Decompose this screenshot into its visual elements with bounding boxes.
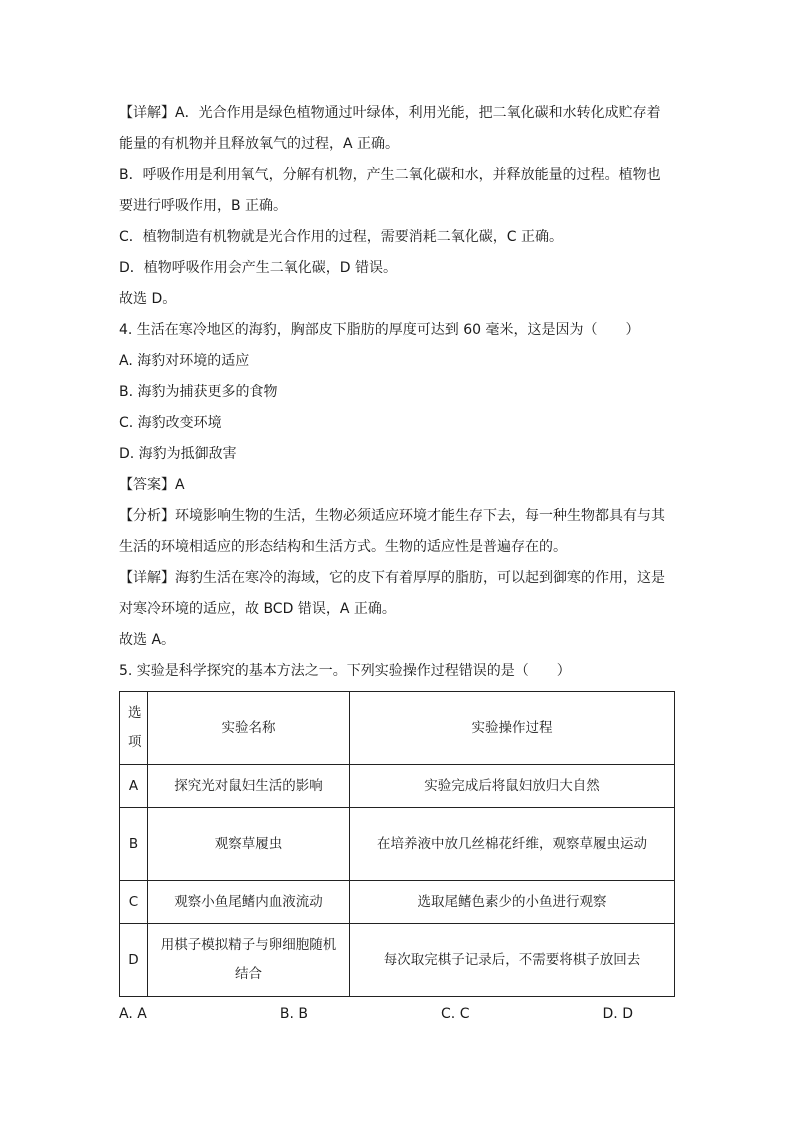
table-cell-option: A <box>120 765 148 808</box>
table-cell-option: D <box>120 924 148 997</box>
q5-choices <box>119 999 633 1029</box>
q4-detail-2: 对寒冷环境的适应，故 BCD 错误，A 正确。 <box>119 601 396 617</box>
q5-choice-d: D. D <box>602 1006 633 1022</box>
detail-line-1: 【详解】A．光合作用是绿色植物通过叶绿体，利用光能，把二氧化碳和水转化成贮存着 <box>119 105 661 121</box>
document-content <box>119 98 679 1029</box>
q4-option-d: D. 海豹为抵御敌害 <box>119 446 237 462</box>
table-header-name: 实验名称 <box>148 692 350 765</box>
detail-line-3: B．呼吸作用是利用氧气，分解有机物，产生二氧化碳和水，并释放能量的过程。植物也 <box>119 167 661 183</box>
q4-option-c: C. 海豹改变环境 <box>119 415 222 431</box>
table-header-process: 实验操作过程 <box>350 692 675 765</box>
q4-stem: 4. 生活在寒冷地区的海豹，胸部皮下脂肪的厚度可达到 60 毫米，这是因为（ ） <box>119 322 640 338</box>
table-cell-name: 探究光对鼠妇生活的影响 <box>148 765 350 808</box>
detail-line-5: C．植物制造有机物就是光合作用的过程，需要消耗二氧化碳，C 正确。 <box>119 229 563 245</box>
q4-option-b: B. 海豹为捕获更多的食物 <box>119 384 278 400</box>
q4-analysis-1: 【分析】环境影响生物的生活，生物必须适应环境才能生存下去，每一种生物都具有与其 <box>119 508 665 524</box>
table-cell-name: 用棋子模拟精子与卵细胞随机结合 <box>148 924 350 997</box>
q4-analysis-2: 生活的环境相适应的形态结构和生活方式。生物的适应性是普遍存在的。 <box>119 539 567 555</box>
experiment-table <box>119 691 675 997</box>
q5-stem: 5. 实验是科学探究的基本方法之一。下列实验操作过程错误的是（ ） <box>119 663 571 679</box>
table-header-row <box>120 692 675 765</box>
q4-detail-1: 【详解】海豹生活在寒冷的海域，它的皮下有着厚厚的脂肪，可以起到御寒的作用，这是 <box>119 570 665 586</box>
table-cell-name: 观察小鱼尾鳍内血液流动 <box>148 881 350 924</box>
conclusion-q3: 故选 D。 <box>119 291 177 307</box>
q5-choice-c: C. C <box>441 1006 470 1022</box>
table-cell-process: 在培养液中放几丝棉花纤维，观察草履虫运动 <box>350 808 675 881</box>
table-row <box>120 924 675 997</box>
q4-conclusion: 故选 A。 <box>119 632 176 648</box>
table-row <box>120 808 675 881</box>
q5-choice-a: A. A <box>119 1006 147 1022</box>
q5-choice-b: B. B <box>279 1006 308 1022</box>
table-header-option: 选项 <box>120 692 148 765</box>
detail-line-6: D．植物呼吸作用会产生二氧化碳，D 错误。 <box>119 260 398 276</box>
q4-option-a: A. 海豹对环境的适应 <box>119 353 250 369</box>
q4-answer: 【答案】A <box>119 477 185 493</box>
table-row <box>120 881 675 924</box>
detail-line-2: 能量的有机物并且释放氧气的过程，A 正确。 <box>119 136 400 152</box>
table-row <box>120 765 675 808</box>
table-cell-name: 观察草履虫 <box>148 808 350 881</box>
table-cell-process: 实验完成后将鼠妇放归大自然 <box>350 765 675 808</box>
table-cell-process: 每次取完棋子记录后，不需要将棋子放回去 <box>350 924 675 997</box>
table-cell-option: C <box>120 881 148 924</box>
table-cell-option: B <box>120 808 148 881</box>
table-cell-process: 选取尾鳍色素少的小鱼进行观察 <box>350 881 675 924</box>
detail-line-4: 要进行呼吸作用，B 正确。 <box>119 198 288 214</box>
